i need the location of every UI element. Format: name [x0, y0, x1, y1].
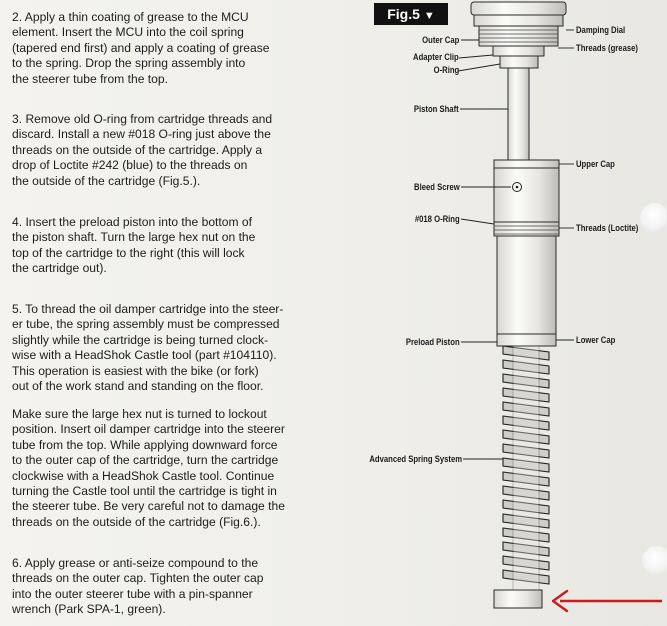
label-018-o-ring: #018 O-Ring: [415, 213, 460, 224]
step-5-text: 5. To thread the oil damper cartridge into the steer- er tube, the spring assembly must be compressed slightly while the cartridge is being turned clock- wise with a HeadShok Castle tool (part #104110). This operation is easiest with the bike (or fork) out of the work stand and standing on the floor.: [12, 302, 284, 394]
label-threads-grease: Threads (grease): [576, 42, 638, 53]
damping-dial-skirt: [474, 15, 563, 26]
spring-end-cap-part: [494, 590, 542, 608]
step-4-text: 4. Insert the preload piston into the bottom of the piston shaft. Turn the large hex nut on the top of the cartridge to the right (this will lock the cartridge out).: [12, 215, 256, 276]
figure-badge-label: Fig.5: [387, 6, 420, 22]
outer-cap-part: [479, 26, 558, 46]
label-advanced-spring-system: Advanced Spring System: [369, 453, 462, 464]
step-6-text: 6. Apply grease or anti-seize compound to the threads on the outer cap. Tighten the outer cap into the outer steerer tube with a pin-spanner wrench (Park SPA-1, green).: [12, 556, 264, 617]
label-o-ring: O-Ring: [433, 64, 459, 75]
step-3-text: 3. Remove old O-ring from cartridge threads and discard. Install a new #018 O-ring just above the threads on the outside of the cartridge. Apply a drop of Loctite #242 (blue) to the threads on the outside of the cartridge (Fig.5.).: [12, 112, 273, 188]
triangle-down-icon: ▼: [423, 10, 435, 22]
label-outer-cap: Outer Cap: [421, 34, 459, 45]
cartridge-tube-upper: [494, 168, 559, 222]
piston-shaft-part: [508, 68, 529, 162]
lower-cap-part: [497, 334, 556, 346]
label-damping-dial: Damping Dial: [576, 24, 626, 35]
damping-dial-part: [471, 2, 566, 15]
label-threads-loctite: Threads (Loctite): [576, 222, 639, 233]
adapter-clip-part: [493, 46, 544, 56]
label-preload-piston: Preload Piston: [406, 336, 460, 347]
label-adapter-clip: Adapter Clip: [413, 51, 459, 62]
label-bleed-screw: Bleed Screw: [414, 181, 460, 192]
label-piston-shaft: Piston Shaft: [414, 103, 459, 114]
bleed-screw-center: [516, 186, 519, 189]
upper-cap-part: [494, 160, 559, 168]
label-lower-cap: Lower Cap: [576, 334, 616, 345]
step-2-text: 2. Apply a thin coating of grease to the MCU element. Insert the MCU into the coil spring (tapered end first) and apply a coating of grease to the spring. Drop the spring assembly into the steerer tube from the top.: [12, 10, 270, 86]
red-annotation-arrow-icon: [552, 588, 664, 616]
o-ring-part: [500, 56, 538, 68]
cartridge-tube-lower: [497, 236, 556, 334]
step-5-continued-text: Make sure the large hex nut is turned to lockout position. Insert oil damper cartridge into the steerer tube from the top. While applying downward force to the outer cap of the cartridge, turn the cartridge clockwise with a HeadShok Castle tool. Continue turning the Castle tool until the cartridge is tight in the steerer tube. Be very careful not to damage the threads on the outside of the cartridge (Fig.6.).: [12, 407, 285, 529]
label-upper-cap: Upper Cap: [576, 158, 615, 169]
spring-core: [513, 346, 539, 590]
